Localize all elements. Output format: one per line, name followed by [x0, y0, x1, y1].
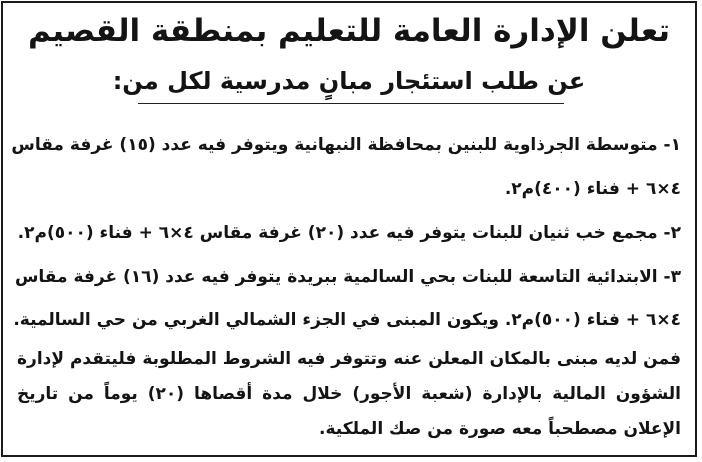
ad-title: تعلن الإدارة العامة للتعليم بمنطقة القصيم	[28, 13, 670, 49]
advertisement-frame	[1, 1, 697, 457]
item-1-line-1: ١- متوسطة الجرذاوية للبنين بمحافظة النبهانية ويتوفر فيه عدد (١٥) غرفة مقاس	[11, 135, 681, 155]
item-3-line-1: ٣- الابتدائية التاسعة للبنات بحي السالمية ببريدة يتوفر فيه عدد (١٦) غرفة مقاس	[14, 267, 681, 287]
subtitle-underline	[138, 103, 564, 104]
item-2-line-1: ٢- مجمع خب ثنيان للبنات يتوفر فيه عدد (٢٠) غرفة مقاس ٤×٦ + فناء (٥٠٠)م٢.	[17, 223, 681, 243]
item-3-line-2: ٤×٦ + فناء (٥٠٠)م٢. ويكون المبنى في الجزء الشمالي الغربي من حي السالمية.	[13, 310, 681, 330]
item-1-line-2: ٤×٦ + فناء (٤٠٠)م٢.	[504, 179, 681, 199]
closing-line-2: الشؤون المالية بالإدارة (شعبة الأجور) خلال مدة أقصاها (٢٠) يوماً من تاريخ	[17, 384, 681, 404]
ad-subtitle: عن طلب استئجار مبانٍ مدرسية لكل من:	[112, 67, 586, 95]
closing-line-1: فمن لديه مبنى بالمكان المعلن عنه وتتوفر فيه الشروط المطلوبة فليتقدم لإدارة	[17, 349, 681, 369]
closing-line-3: الإعلان مصطحباً معه صورة من صك الملكية.	[319, 419, 681, 439]
